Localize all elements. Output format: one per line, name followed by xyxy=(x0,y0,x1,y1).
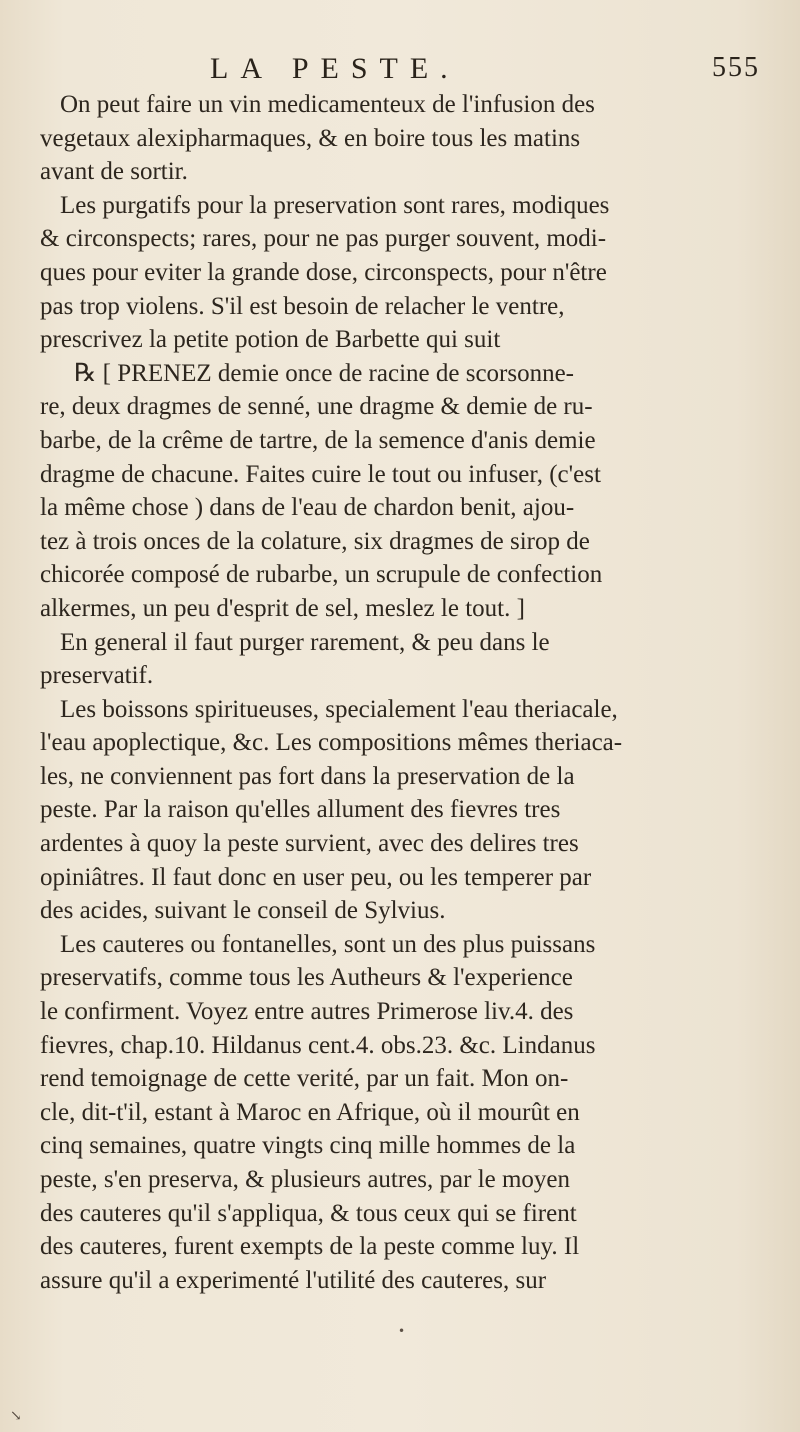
text-line: Les cauteres ou fontanelles, sont un des plus puissans xyxy=(60,930,596,958)
text-line: opiniâtres. Il faut donc en user peu, ou les temperer par xyxy=(40,863,592,891)
corner-mark: ↘ xyxy=(10,1408,22,1424)
text-line: cle, dit-t'il, estant à Maroc en Afrique, où il mourût en xyxy=(40,1098,580,1126)
text-line: Les boissons spiritueuses, specialement l'eau theriacale, xyxy=(60,695,618,723)
text-line: des cauteres qu'il s'appliqua, & tous ceux qui se firent xyxy=(40,1199,577,1227)
text-line: ardentes à quoy la peste survient, avec des delires tres xyxy=(40,830,579,858)
footer-mark: • xyxy=(398,1324,406,1338)
text-line: On peut faire un vin medicamenteux de l'infusion des xyxy=(60,91,595,118)
text-line: l'eau apoplectique, &c. Les compositions mêmes theriaca- xyxy=(40,729,623,757)
paragraph-4 xyxy=(40,626,770,693)
text-line: la même chose ) dans de l'eau de chardon benit, ajou- xyxy=(40,494,575,522)
page-header xyxy=(210,52,770,92)
text-line: ℞ [ PRENEZ demie once de racine de scorsonne- xyxy=(74,359,575,387)
text-line: peste, s'en preserva, & plusieurs autres, par le moyen xyxy=(40,1166,571,1193)
text-line: vegetaux alexipharmaques, & en boire tous les matins xyxy=(40,124,581,152)
text-line: ques pour eviter la grande dose, circonspects, pour n'être xyxy=(40,258,607,286)
text-line: le confirment. Voyez entre autres Primerose liv.4. des xyxy=(40,998,574,1026)
text-line: dragme de chacune. Faites cuire le tout ou infuser, (c'est xyxy=(40,460,601,488)
text-line: fievres, chap.10. Hildanus cent.4. obs.23. &c. Lindanus xyxy=(40,1031,596,1059)
text-line: prescrivez la petite potion de Barbette qui suit xyxy=(40,326,501,354)
text-line: re, deux dragmes de senné, une dragme & demie de ru- xyxy=(40,393,593,421)
text-line: cinq semaines, quatre vingts cinq mille hommes de la xyxy=(40,1132,576,1160)
text-line: Les purgatifs pour la preservation sont rares, modiques xyxy=(60,191,610,219)
text-line: tez à trois onces de la colature, six dragmes de sirop de xyxy=(40,527,590,555)
text-line: peste. Par la raison qu'elles allument des fievres tres xyxy=(40,796,561,824)
text-line: alkermes, un peu d'esprit de sel, meslez le tout. ] xyxy=(40,594,525,622)
page-body xyxy=(40,88,770,1297)
text-line: En general il faut purger rarement, & peu dans le xyxy=(60,628,550,656)
text-line: des cauteres, furent exempts de la peste comme luy. Il xyxy=(40,1233,580,1261)
text-line: avant de sortir. xyxy=(40,158,188,186)
text-line: chicorée composé de rubarbe, un scrupule de confection xyxy=(40,561,603,589)
paragraph-2 xyxy=(40,189,770,357)
text-line: assure qu'il a experimenté l'utilité des cauteres, sur xyxy=(40,1266,547,1294)
text-line: & circonspects; rares, pour ne pas purger souvent, modi- xyxy=(40,225,607,253)
text-line: les, ne conviennent pas fort dans la preservation de la xyxy=(40,762,575,790)
paragraph-3 xyxy=(40,357,770,626)
running-title: LA PESTE. xyxy=(210,52,460,85)
paragraph-1 xyxy=(40,88,770,189)
paragraph-5 xyxy=(40,693,770,928)
text-line: des acides, suivant le conseil de Sylvius. xyxy=(40,897,446,925)
text-line: preservatifs, comme tous les Autheurs & l'experience xyxy=(40,964,573,992)
text-line: pas trop violens. S'il est besoin de relacher le ventre, xyxy=(40,292,565,320)
paragraph-6 xyxy=(40,928,770,1298)
text-line: rend temoignage de cette verité, par un fait. Mon on- xyxy=(40,1065,569,1093)
page-number: 555 xyxy=(712,52,760,83)
text-line: barbe, de la crême de tartre, de la semence d'anis demie xyxy=(40,426,596,454)
text-line: preservatif. xyxy=(40,662,154,690)
